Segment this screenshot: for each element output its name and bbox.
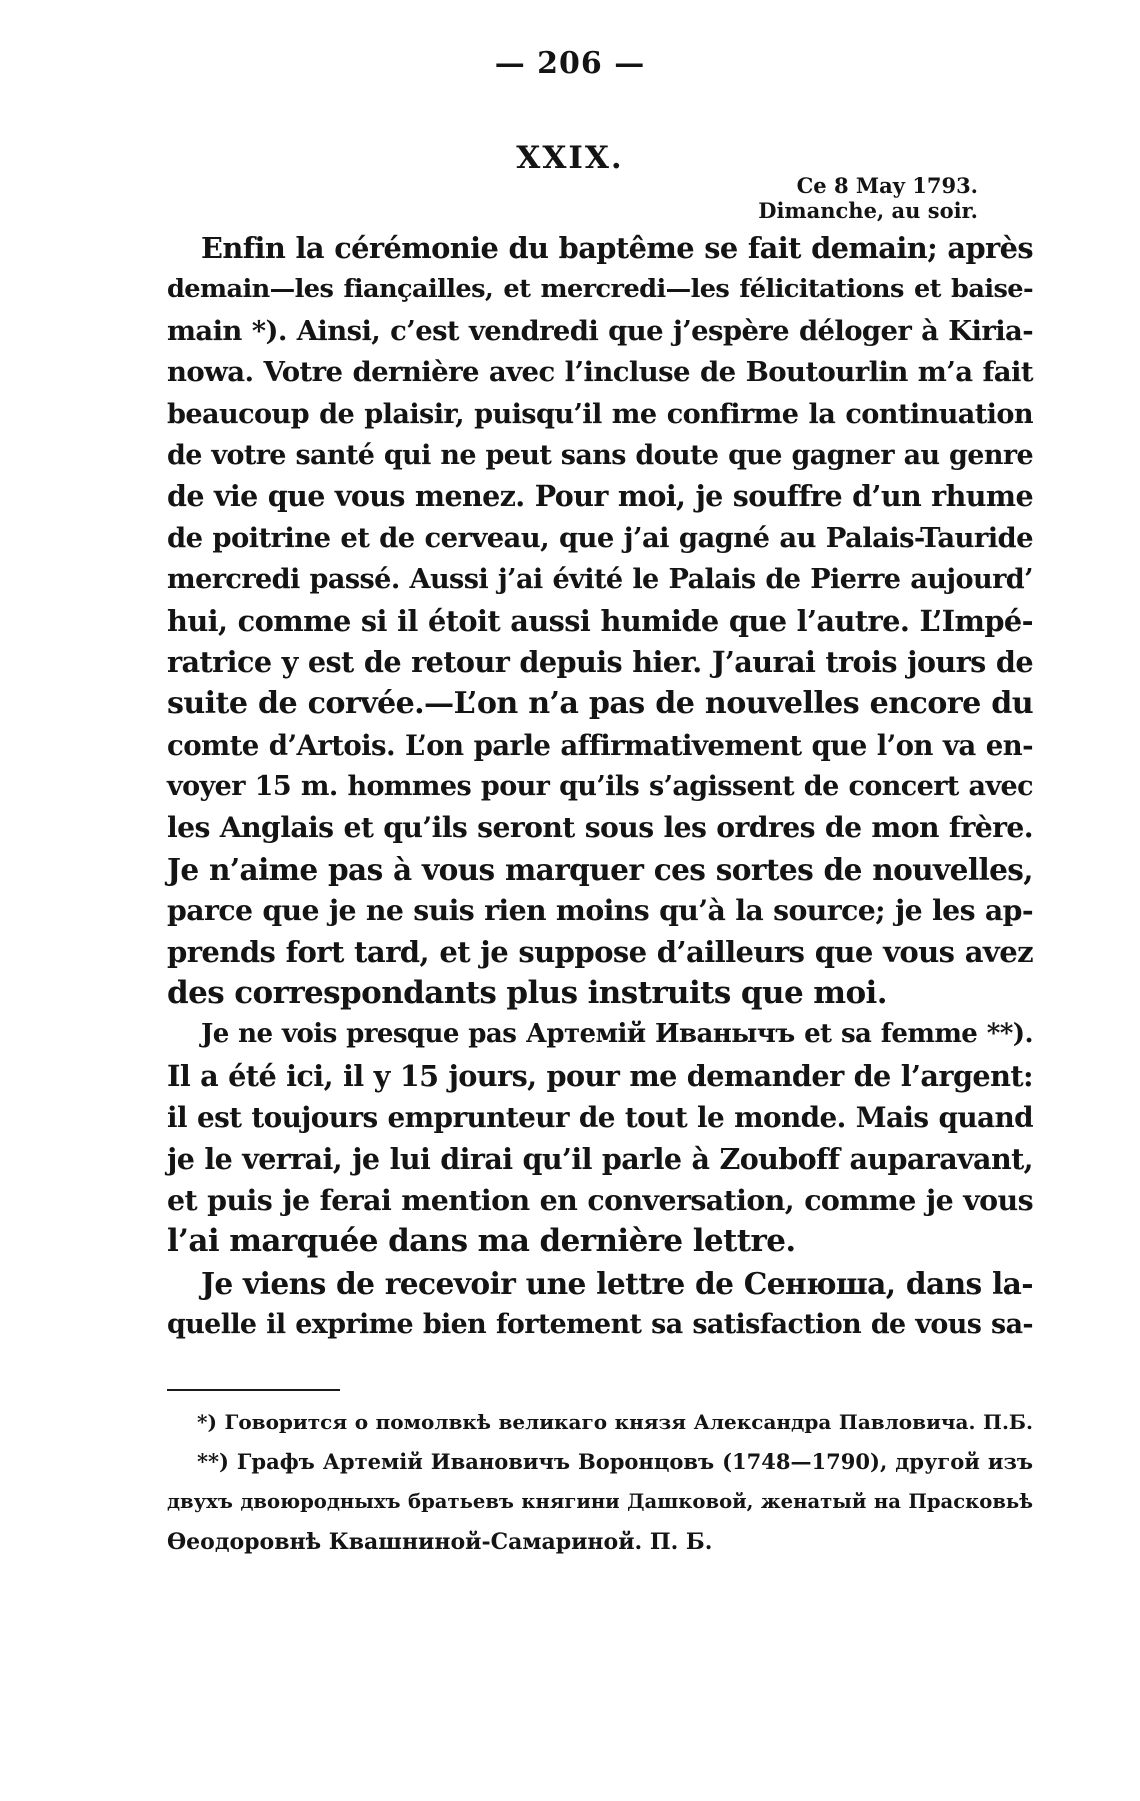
body-line: ratrice y est de retour depuis hier. J’aurai trois jours de [167, 644, 1033, 679]
body-line: Il a été ici, il y 15 jours, pour me demander de l’argent: [167, 1058, 1033, 1093]
body-line: Enfin la cérémonie du baptême se fait demain; après [201, 231, 1033, 265]
body-line: voyer 15 m. hommes pour qu’ils s’agissent de concert avec [167, 771, 1033, 803]
footnote-line: двухъ двоюродныхъ братьевъ княгини Дашковой, женатый на Прасковьѣ [167, 1490, 1033, 1513]
letter-body [167, 228, 1033, 1346]
body-line: quelle il exprime bien fortement sa satisfaction de vous sa- [167, 1309, 1033, 1341]
page-number: — 206 — [494, 46, 646, 81]
body-line: et puis je ferai mention en conversation, comme je vous [167, 1182, 1033, 1217]
body-line: nowa. Votre dernière avec l’incluse de Boutourlin m’a fait [167, 356, 1033, 389]
body-line: l’ai marquée dans ma dernière lettre. [167, 1223, 796, 1260]
body-line: Je viens de recevoir une lettre de Сенюша, dans la- [201, 1265, 1033, 1301]
body-line: de votre santé qui ne peut sans doute que gagner au genre [167, 439, 1033, 471]
body-line: beaucoup de plaisir, puisqu’il me confirme la continuation [167, 398, 1033, 430]
body-line: demain—les fiançailles, et mercredi—les félicitations et baise- [167, 274, 1033, 305]
body-line: hui, comme si il étoit aussi humide que l’autre. L’Impé- [167, 603, 1033, 638]
footnote-line: **) Графъ Артемій Ивановичъ Воронцовъ (1748—1790), другой изъ [197, 1449, 1033, 1474]
letter-number-heading: XXIX. [516, 140, 624, 176]
dateline-day: Dimanche, au soir. [758, 198, 978, 223]
body-line: les Anglais et qu’ils seront sous les ordres de mon frère. [167, 810, 1033, 845]
footnote-line: *) Говорится о помолвкѣ великаго князя Александра Павловича. П.Б. [197, 1410, 1033, 1434]
footnote-line: Ѳеодоровнѣ Квашниной-Самариной. П. Б. [167, 1529, 713, 1555]
body-line: Je n’aime pas à vous marquer ces sortes de nouvelles, [167, 851, 1033, 887]
body-line: de vie que vous menez. Pour moi, je souffre d’un rhume [167, 479, 1033, 514]
dateline-date: Ce 8 May 1793. [796, 173, 978, 198]
body-line: comte d’Artois. L’on parle affirmativement que l’on va en- [167, 728, 1033, 762]
body-line: il est toujours emprunteur de tout le monde. Mais quand [167, 1101, 1033, 1135]
body-line: de poitrine et de cerveau, que j’ai gagné au Palais-Tauride [167, 521, 1033, 554]
body-line: des correspondants plus instruits que moi. [167, 975, 887, 1012]
body-line: mercredi passé. Aussi j’ai évité le Palais de Pierre aujourd’ [167, 564, 1033, 596]
body-line: Je ne vois presque pas Артемій Иванычъ et sa femme **). [201, 1019, 1033, 1050]
body-line: je le verrai, je lui dirai qu’il parle à Zouboff auparavant, [167, 1141, 1033, 1176]
footnotes [167, 1402, 1033, 1562]
footnote-separator-rule [167, 1389, 340, 1391]
body-line: prends fort tard, et je suppose d’ailleurs que vous avez [167, 934, 1033, 969]
body-line: parce que je ne suis rien moins qu’à la source; je les ap- [167, 893, 1033, 928]
body-line: main *). Ainsi, c’est vendredi que j’espère déloger à Kiria- [167, 314, 1033, 347]
body-line: suite de corvée.—L’on n’a pas de nouvelles encore du [167, 686, 1033, 722]
